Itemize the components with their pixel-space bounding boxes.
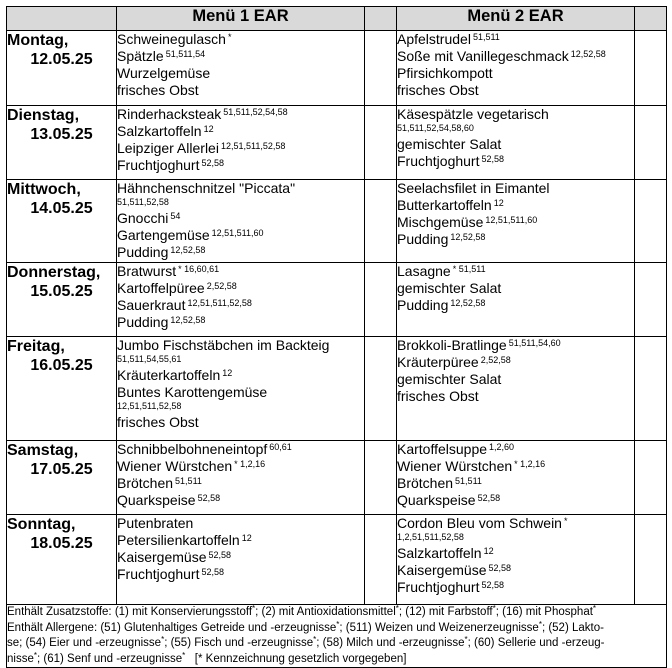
dish-name: Käsespätzle vegetarisch: [397, 106, 549, 122]
dish-item: [117, 515, 364, 532]
day-cell: [7, 515, 117, 605]
dish-item: [397, 297, 634, 314]
header-day-cell: [7, 7, 117, 31]
allergen-codes: 12,52,58: [450, 298, 486, 308]
menu2-extra-cell: [635, 106, 667, 180]
allergen-codes: 52,58: [201, 158, 225, 168]
dish-item: [397, 136, 634, 153]
legend-asterisk: *: [464, 635, 468, 644]
date-label: 15.05.25: [30, 283, 93, 300]
allergen-codes: *: [227, 32, 232, 42]
menu1-extra-cell: [365, 31, 397, 106]
dish-name: gemischter Salat: [397, 136, 502, 152]
day-row: [7, 106, 667, 180]
allergen-codes: 12: [203, 124, 214, 134]
date-label: 18.05.25: [30, 535, 93, 552]
menu2-cell: [397, 441, 635, 515]
dish-item: [397, 65, 634, 82]
dish-name: Kartoffelpüree: [117, 280, 205, 296]
menu1-cell: [117, 441, 365, 515]
dish-name: Fruchtjoghurt: [117, 157, 200, 173]
dish-name: gemischter Salat: [397, 371, 502, 387]
day-cell: [7, 31, 117, 106]
dish-name: Jumbo Fischstäbchen im Backteig: [117, 337, 330, 353]
day-row: [7, 441, 667, 515]
legend-text: ; (61) Senf und -erzeugnisse: [36, 652, 183, 665]
dish-name: Salzkartoffeln: [397, 545, 482, 561]
allergen-codes: 12: [493, 198, 504, 208]
menu2-cell: [397, 337, 635, 441]
dish-name: gemischter Salat: [397, 280, 502, 296]
dish-name: Gnocchi: [117, 210, 169, 226]
dish-name: Quarkspeise: [117, 492, 196, 508]
allergen-codes: 51,511: [175, 476, 202, 486]
allergen-codes: 52,58: [201, 567, 225, 577]
dish-item: [117, 82, 364, 99]
allergen-codes: 52,58: [488, 563, 512, 573]
allergen-codes: 12,51,511,60: [211, 228, 264, 238]
allergen-codes: 52,58: [481, 154, 505, 164]
menu2-cell: [397, 180, 635, 263]
dish-name: Fruchtjoghurt: [397, 153, 480, 169]
dish-item: [117, 227, 364, 244]
menu2-extra-cell: [635, 263, 667, 337]
day-row: [7, 263, 667, 337]
dish-name: Pudding: [117, 244, 169, 260]
menu1-extra-cell: [365, 337, 397, 441]
dish-name: Lasagne: [397, 263, 451, 279]
dish-item: [117, 157, 364, 174]
dish-name: Buntes Karottengemüse: [117, 384, 268, 400]
day-row: [7, 180, 667, 263]
menu1-extra-cell: [365, 106, 397, 180]
dish-item: [397, 197, 634, 214]
allergen-codes: 12,52,58: [570, 49, 606, 59]
allergen-codes: 12,52,58: [170, 245, 206, 255]
legend-text: ; (16) mit Phosphat: [495, 606, 593, 618]
legend-text: ; (60) Sellerie und -erzeug-: [467, 637, 605, 649]
allergen-codes: 54: [170, 211, 181, 221]
day-row: [7, 31, 667, 106]
dish-name: Leipziger Allerlei: [117, 140, 219, 156]
dish-name: Gartengemüse: [117, 227, 210, 243]
dish-name: Bratwurst: [117, 263, 177, 279]
day-cell: [7, 263, 117, 337]
dish-name: Pudding: [117, 314, 169, 330]
legend-asterisk: *: [538, 619, 542, 629]
dish-item: [117, 367, 364, 384]
dish-item: [397, 562, 634, 579]
allergen-codes: *: [563, 516, 568, 526]
footer-row: [7, 605, 667, 668]
dish-item: [397, 31, 634, 48]
header-menu2: Menü 2 EAR: [397, 7, 635, 31]
dish-name: Mischgemüse: [397, 214, 484, 230]
day-row: [7, 515, 667, 605]
menu2-extra-cell: [635, 337, 667, 441]
dish-name: Schweinegulasch: [117, 31, 226, 47]
menu2-extra-cell: [635, 441, 667, 515]
allergen-codes: 52,58: [481, 580, 505, 590]
legend-text: Enthält Zusatzstoffe: (1) mit Konservierungsstoff: [7, 606, 253, 618]
dish-item: [117, 244, 364, 261]
dish-item: [117, 492, 364, 509]
legend-asterisk: *: [492, 604, 496, 613]
dish-name: Pudding: [397, 297, 449, 313]
menu2-cell: [397, 106, 635, 180]
legend-asterisk: *: [161, 635, 165, 644]
dish-item: [117, 441, 364, 458]
weekday-label: Donnerstag,: [7, 264, 101, 281]
menu1-cell: [117, 180, 365, 263]
allergen-codes: 12,52,58: [450, 232, 486, 242]
dish-item: [397, 475, 634, 492]
dish-item: [397, 231, 634, 248]
legend-asterisk: *: [395, 604, 399, 613]
dish-item: [397, 337, 634, 354]
date-label: 13.05.25: [30, 126, 93, 143]
allergen-codes: * 1,2,16: [234, 459, 266, 469]
weekday-label: Samstag,: [7, 442, 79, 459]
menu2-extra-cell: [635, 31, 667, 106]
allergen-codes: * 51,511: [452, 264, 486, 274]
dish-item: [117, 314, 364, 331]
allergen-codes: 51,511: [455, 476, 482, 486]
menu-page: [6, 6, 666, 668]
menu1-cell: [117, 337, 365, 441]
allergen-codes: 1,2,51,511,52,58: [397, 532, 464, 542]
dish-item: [397, 106, 634, 123]
weekday-label: Sonntag,: [7, 516, 76, 533]
dish-name: Wiener Würstchen: [397, 458, 513, 474]
dish-name: Putenbraten: [117, 515, 194, 531]
dish-item: [117, 140, 364, 157]
legend-asterisk: *: [336, 619, 340, 629]
allergen-codes: 51,511,54,55,61: [117, 354, 182, 364]
allergen-codes: 51,511,54: [165, 49, 206, 59]
dish-item: [117, 414, 364, 431]
allergen-codes: 12,51,511,52,58: [187, 298, 252, 308]
dish-item: [117, 280, 364, 297]
header-menu2-extra: [635, 7, 667, 31]
menu1-cell: [117, 31, 365, 106]
dish-name: frisches Obst: [397, 388, 479, 404]
dish-name: Kaisergemüse: [117, 549, 207, 565]
allergen-codes: * 16,60,61: [178, 264, 220, 274]
dish-item: [397, 545, 634, 562]
legend-text: Enthält Allergene: (51) Glutenhaltiges Getreide und -erzeugnisse: [7, 621, 337, 634]
dish-name: Seelachsfilet in Eimantel: [397, 180, 550, 196]
legend-text: se; (54) Eier und -erzeugnisse: [7, 637, 162, 649]
allergen-codes: 2,52,58: [206, 281, 237, 291]
dish-name: Petersilienkartoffeln: [117, 532, 240, 548]
date-label: 16.05.25: [30, 357, 93, 374]
legend-text: ; (12) mit Farbstoff: [398, 606, 493, 618]
dish-name: Kräuterpüree: [397, 354, 479, 370]
weekday-label: Freitag,: [7, 338, 65, 355]
dish-name: frisches Obst: [117, 414, 199, 430]
allergen-codes: * 1,2,16: [514, 459, 546, 469]
dish-item: [117, 475, 364, 492]
allergen-codes: 52,58: [208, 550, 232, 560]
dish-item: [117, 532, 364, 549]
dish-name: Brokkoli-Bratlinge: [397, 337, 507, 353]
dish-item: [397, 180, 634, 197]
dish-item: [117, 65, 364, 82]
dish-name: Butterkartoffeln: [397, 197, 492, 213]
dish-item: [117, 210, 364, 227]
dish-item: [117, 180, 364, 197]
dish-name: Salzkartoffeln: [117, 123, 202, 139]
dish-item: [117, 297, 364, 314]
dish-item: [117, 31, 364, 48]
allergen-codes: 2,52,58: [480, 355, 511, 365]
dish-name: Brötchen: [397, 475, 454, 491]
allergen-codes: 12,51,511,60: [485, 215, 538, 225]
menu2-cell: [397, 31, 635, 106]
dish-item: [397, 48, 634, 65]
allergen-codes: 52,58: [197, 493, 221, 503]
legend-asterisk: *: [313, 635, 317, 644]
menu1-extra-cell: [365, 441, 397, 515]
legend-text: ; (511) Weizen und Weizenerzeugnisse: [339, 621, 539, 634]
weekly-menu-table: [6, 6, 667, 668]
legend-text: ; (2) mit Antioxidationsmittel: [255, 606, 396, 618]
dish-item: [397, 388, 634, 405]
dish-name: frisches Obst: [117, 82, 199, 98]
dish-item: [397, 515, 634, 532]
dish-item: [117, 549, 364, 566]
legend-text: [* Kennzeichnung gesetzlich vorgegeben]: [185, 652, 407, 665]
legend-text: nisse: [7, 652, 34, 665]
dish-item: [117, 48, 364, 65]
allergen-codes: 12: [222, 368, 233, 378]
header-row: [7, 7, 667, 31]
legend-text: ; (58) Milch und -erzeugnisse: [316, 637, 465, 649]
dish-item: [397, 492, 634, 509]
dish-item: [397, 82, 634, 99]
weekday-label: Dienstag,: [7, 107, 80, 124]
allergen-codes: 60,61: [269, 442, 292, 452]
dish-name: Soße mit Vanillegeschmack: [397, 48, 569, 64]
dish-item: [397, 441, 634, 458]
menu2-extra-cell: [635, 180, 667, 263]
menu2-cell: [397, 263, 635, 337]
dish-name: Kartoffelsuppe: [397, 441, 488, 457]
dish-item: [397, 371, 634, 388]
date-label: 17.05.25: [30, 461, 93, 478]
dish-name: Apfelstrudel: [397, 31, 471, 47]
dish-name: Fruchtjoghurt: [397, 579, 480, 595]
dish-name: Hähnchenschnitzel "Piccata": [117, 180, 296, 196]
dish-item: [397, 214, 634, 231]
dish-item: [397, 458, 634, 475]
dish-name: Sauerkraut: [117, 297, 186, 313]
allergen-codes: 12: [483, 546, 494, 556]
legend-line-allergens-2: [7, 636, 666, 652]
date-label: 14.05.25: [30, 200, 93, 217]
dish-name: Kaisergemüse: [397, 562, 487, 578]
menu1-extra-cell: [365, 180, 397, 263]
legend-text: ; (55) Fisch und -erzeugnisse: [164, 637, 314, 649]
dish-item: [397, 153, 634, 170]
date-label: 12.05.25: [30, 51, 93, 68]
dish-name: Brötchen: [117, 475, 174, 491]
dish-item: [117, 384, 364, 401]
menu1-cell: [117, 106, 365, 180]
dish-item: [117, 123, 364, 140]
menu1-extra-cell: [365, 263, 397, 337]
allergen-codes: 52,58: [477, 493, 501, 503]
dish-item: [397, 579, 634, 596]
allergen-codes: 51,511,54,60: [508, 338, 561, 348]
legend-asterisk: *: [33, 650, 37, 660]
day-cell: [7, 337, 117, 441]
allergen-codes: 12: [241, 533, 252, 543]
legend-line-allergens: [7, 621, 666, 637]
menu-body: [7, 31, 667, 605]
menu2-extra-cell: [635, 515, 667, 605]
dish-name: Wurzelgemüse: [117, 65, 211, 81]
dish-name: Quarkspeise: [397, 492, 476, 508]
legend-asterisk: *: [592, 604, 597, 613]
dish-item: [397, 280, 634, 297]
dish-item: [117, 566, 364, 583]
dish-item: [397, 263, 634, 280]
allergen-codes: 1,2,60: [489, 442, 515, 452]
day-cell: [7, 180, 117, 263]
allergen-codes: 12,51,511,52,58: [220, 141, 286, 151]
legend-line-allergens-3: [7, 652, 666, 668]
dish-item: [117, 106, 364, 123]
legend-line-additives: [7, 605, 666, 621]
allergen-codes: 12,51,511,52,58: [117, 401, 182, 411]
allergen-codes: 51,511,52,58: [117, 197, 169, 207]
dish-item: [117, 337, 364, 354]
weekday-label: Montag,: [7, 32, 69, 49]
dish-name: Pudding: [397, 231, 449, 247]
legend-asterisk: *: [252, 604, 256, 613]
dish-name: Schnibbelbohneneintopf: [117, 441, 268, 457]
allergen-codes: 51,511,52,54,58,60: [397, 123, 474, 133]
allergen-codes: 51,511: [472, 32, 500, 42]
dish-name: Cordon Bleu vom Schwein: [397, 515, 562, 531]
day-cell: [7, 441, 117, 515]
dish-item: [117, 458, 364, 475]
legend-text: ; (52) Lakto-: [541, 621, 604, 634]
dish-name: Kräuterkartoffeln: [117, 367, 221, 383]
day-row: [7, 337, 667, 441]
header-menu1-extra: [365, 7, 397, 31]
dish-name: Pfirsichkompott: [397, 65, 493, 81]
day-cell: [7, 106, 117, 180]
allergen-codes: 51,511,52,54,58: [223, 107, 288, 117]
dish-name: Rinderhacksteak: [117, 106, 222, 122]
menu1-cell: [117, 515, 365, 605]
dish-name: Spätzle: [117, 48, 164, 64]
dish-name: frisches Obst: [397, 82, 479, 98]
menu2-cell: [397, 515, 635, 605]
dish-item: [117, 263, 364, 280]
menu1-extra-cell: [365, 515, 397, 605]
allergen-codes: 12,52,58: [170, 315, 206, 325]
dish-name: Fruchtjoghurt: [117, 566, 200, 582]
legend-asterisk: *: [182, 650, 186, 660]
dish-name: Wiener Würstchen: [117, 458, 233, 474]
weekday-label: Mittwoch,: [7, 181, 81, 198]
menu1-cell: [117, 263, 365, 337]
additives-legend: [7, 605, 667, 668]
dish-item: [397, 354, 634, 371]
header-menu1: Menü 1 EAR: [117, 7, 365, 31]
